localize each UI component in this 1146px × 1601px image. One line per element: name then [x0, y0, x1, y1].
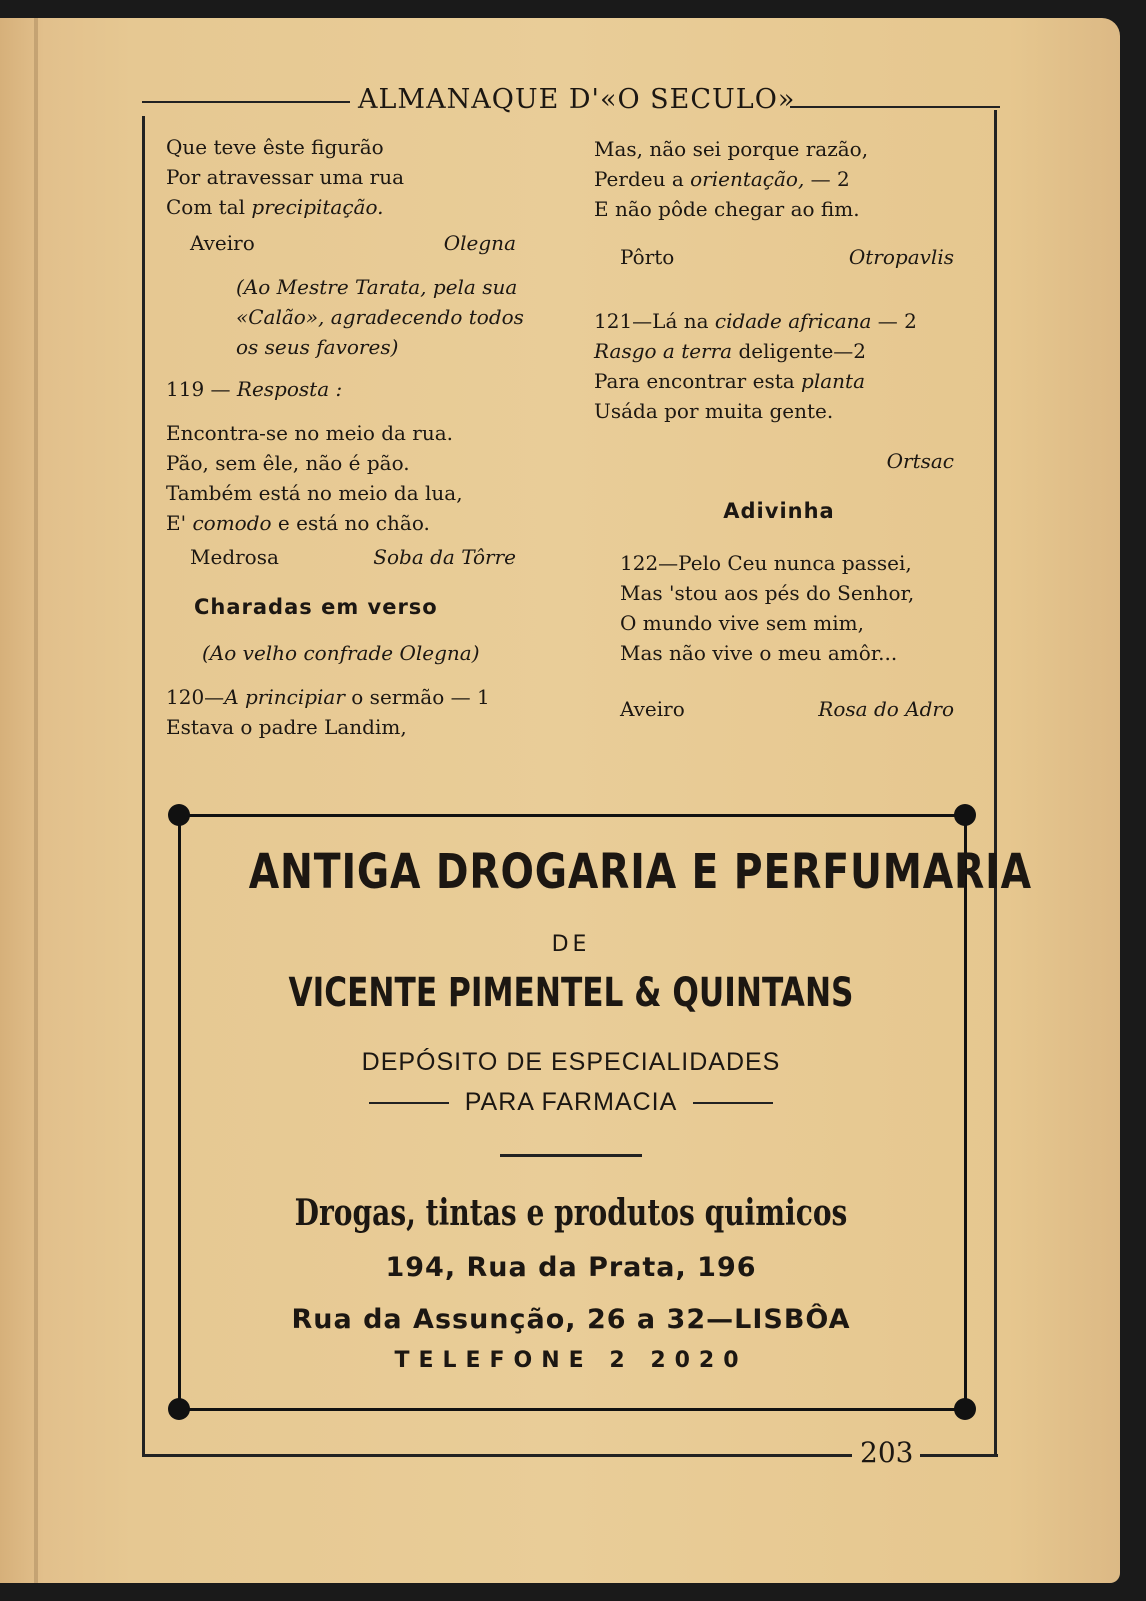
verse-line: Que teve êste figurão — [166, 135, 384, 159]
footer-rule-left — [142, 1454, 852, 1457]
signature-author: Ortsac — [886, 449, 954, 473]
ad-products: Drogas, tintas e produtos quimicos — [294, 1192, 848, 1234]
signature — [620, 242, 954, 272]
right-column — [594, 134, 954, 724]
ad-subtitle: DEPÓSITO DE ESPECIALIDADES — [361, 1048, 781, 1076]
dash-rule — [693, 1102, 773, 1104]
dedication: (Ao velho confrade Olegna) — [202, 641, 480, 665]
section-heading: Adivinha — [723, 499, 835, 523]
signature — [190, 542, 516, 572]
page-spine — [34, 18, 38, 1583]
verse-line: Por atravessar uma rua — [166, 165, 405, 189]
answer-verse: Encontra-se no meio da rua. Pão, sem êle, não é pão. Também está no meio da lua, E' comodo e está no chão. — [166, 421, 463, 535]
verse-line: Mas, não sei porque razão, — [594, 137, 869, 161]
ad-subtitle-2: PARA FARMACIA — [178, 1088, 964, 1117]
signature-author: Otropavlis — [848, 245, 954, 269]
corner-dot — [954, 804, 976, 826]
footer-rule-right — [920, 1454, 998, 1457]
signature-place: Pôrto — [620, 245, 675, 269]
signature-place: Aveiro — [190, 231, 255, 255]
ad-divider — [500, 1154, 642, 1157]
ad-right-rule — [964, 814, 967, 1410]
question-120: 120—A principiar o sermão — 1 — [166, 685, 490, 709]
ad-phone: TELEFONE 2 2020 — [394, 1348, 748, 1373]
question-121: 121—Lá na cidade africana — 2 Rasgo a terra deligente—2 Para encontrar esta planta Usáda por muita gente. — [594, 309, 917, 423]
ad-company-name: VICENTE PIMENTEL & QUINTANS — [288, 970, 854, 1016]
header-title: ALMANAQUE D'«O SECULO» — [358, 84, 796, 115]
running-header — [142, 84, 1000, 124]
dedication: (Ao Mestre Tarata, pela sua «Calão», agradecendo todos os seus favores) — [236, 275, 524, 359]
signature-place: Aveiro — [620, 697, 685, 721]
ad-title: ANTIGA DROGARIA E PERFUMARIA — [248, 844, 1032, 900]
corner-dot — [168, 1398, 190, 1420]
verse-line: Estava o padre Landim, — [166, 715, 407, 739]
ad-address-1: 194, Rua da Prata, 196 — [385, 1252, 757, 1283]
frame-right-rule — [994, 110, 997, 1455]
question-119: 119 — Resposta : — [166, 377, 343, 401]
verse-line: Com tal precipitação. — [166, 195, 384, 219]
frame-left-rule — [142, 116, 145, 1456]
header-rule-left — [142, 101, 350, 103]
corner-dot — [168, 804, 190, 826]
left-column — [166, 132, 556, 742]
signature-author: Soba da Tôrre — [373, 545, 516, 569]
riddle-verse: 122—Pelo Ceu nunca passei, Mas 'stou aos pés do Senhor, O mundo vive sem mim, Mas não vive o meu amôr... — [620, 551, 915, 665]
ad-address-2: Rua da Assunção, 26 a 32—LISBÔA — [291, 1304, 851, 1335]
advertisement-box — [178, 814, 1032, 1410]
signature-author: Olegna — [443, 231, 516, 255]
ad-bottom-rule — [178, 1408, 964, 1411]
signature — [620, 694, 954, 724]
signature-author: Rosa do Adro — [818, 697, 954, 721]
signature-place: Medrosa — [190, 545, 279, 569]
ad-top-rule — [178, 814, 964, 817]
header-rule-right — [790, 106, 1000, 108]
verse-line: E não pôde chegar ao fim. — [594, 197, 860, 221]
ad-de: DE — [551, 932, 591, 957]
signature — [190, 228, 516, 258]
corner-dot — [954, 1398, 976, 1420]
section-heading: Charadas em verso — [194, 595, 438, 619]
verse-line: Perdeu a orientação, — 2 — [594, 167, 850, 191]
page-number: 203 — [860, 1436, 914, 1469]
dash-rule — [369, 1102, 449, 1104]
